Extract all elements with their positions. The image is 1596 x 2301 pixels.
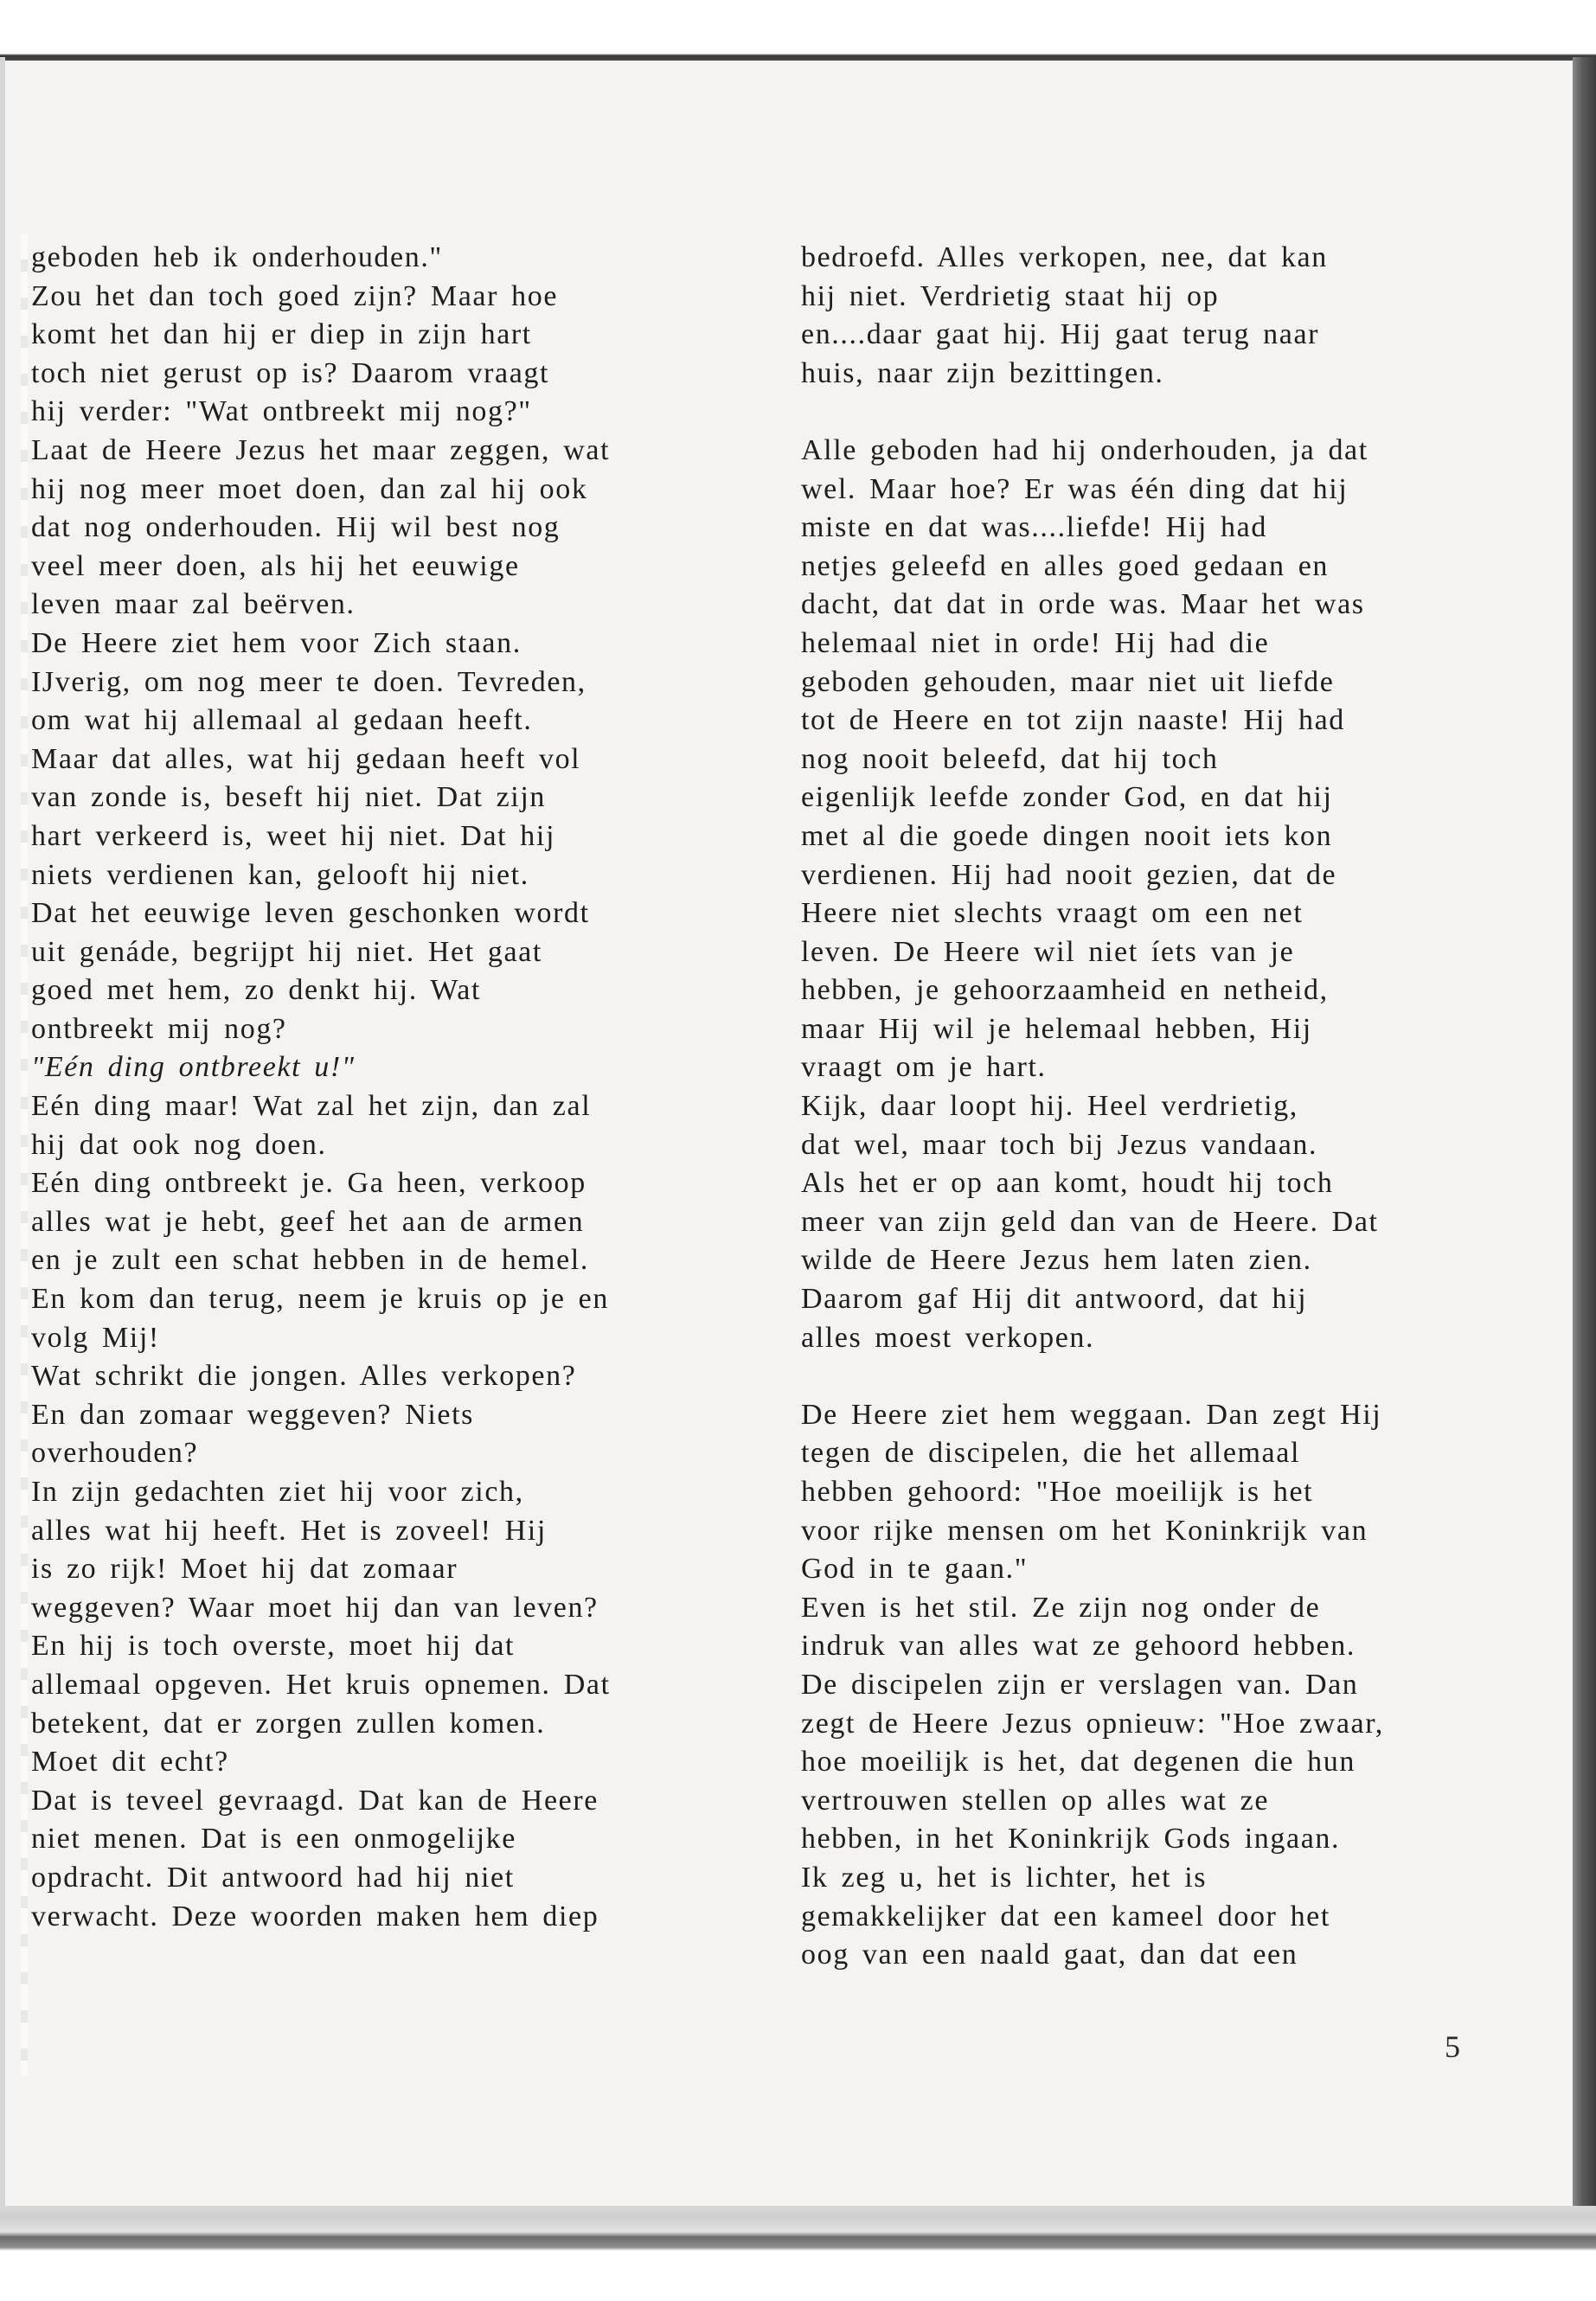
text-line: oog van een naald gaat, dan dat een bbox=[801, 1939, 1298, 1971]
text-line: volg Mij! bbox=[31, 1321, 160, 1354]
text-line: gemakkelijker dat een kameel door het bbox=[801, 1900, 1330, 1932]
text-line: In zijn gedachten ziet hij voor zich, bbox=[31, 1476, 524, 1508]
text-line: hebben, je gehoorzaamheid en netheid, bbox=[801, 974, 1329, 1007]
text-line: Als het er op aan komt, houdt hij toch bbox=[801, 1167, 1334, 1200]
text-line: hij verder: "Wat ontbreekt mij nog?" bbox=[31, 395, 532, 428]
text-line: niet menen. Dat is een onmogelijke bbox=[31, 1823, 516, 1856]
text-line: weggeven? Waar moet hij dan van leven? bbox=[31, 1591, 599, 1624]
text-line: helemaal niet in orde! Hij had die bbox=[801, 626, 1270, 659]
text-line: verwacht. Deze woorden maken hem diep bbox=[31, 1900, 599, 1932]
text-line: geboden gehouden, maar niet uit liefde bbox=[801, 665, 1335, 698]
text-line: huis, naar zijn bezittingen. bbox=[801, 356, 1164, 389]
left-text-column bbox=[31, 239, 784, 1936]
text-line: tegen de discipelen, die het allemaal bbox=[801, 1437, 1300, 1470]
text-line: allemaal opgeven. Het kruis opnemen. Dat bbox=[31, 1668, 611, 1701]
text-line: Heere niet slechts vraagt om een net bbox=[801, 897, 1304, 930]
text-line: nog nooit beleefd, dat hij toch bbox=[801, 742, 1219, 775]
text-line: Even is het stil. Ze zijn nog onder de bbox=[801, 1591, 1321, 1624]
text-line: netjes geleefd en alles goed gedaan en bbox=[801, 549, 1329, 582]
text-line: God in te gaan." bbox=[801, 1553, 1029, 1586]
text-line: wel. Maar hoe? Er was één ding dat hij bbox=[801, 472, 1349, 505]
scan-frame-bottom bbox=[0, 2206, 1596, 2301]
paragraph-gap bbox=[801, 1357, 1523, 1396]
text-line: hart verkeerd is, weet hij niet. Dat hij bbox=[31, 819, 555, 852]
binding-edge bbox=[21, 234, 28, 2076]
text-line: van zonde is, beseft hij niet. Dat zijn bbox=[31, 781, 546, 814]
right-text-column bbox=[801, 239, 1523, 1975]
text-line: Kijk, daar loopt hij. Heel verdrietig, bbox=[801, 1090, 1298, 1123]
text-line: hij dat ook nog doen. bbox=[31, 1128, 327, 1161]
text-line: bedroefd. Alles verkopen, nee, dat kan bbox=[801, 241, 1328, 273]
text-line: De Heere ziet hem voor Zich staan. bbox=[31, 626, 522, 659]
text-line: betekent, dat er zorgen zullen komen. bbox=[31, 1707, 546, 1740]
text-line: "Eén ding ontbreekt u!" bbox=[31, 1051, 356, 1084]
text-line: overhouden? bbox=[31, 1437, 199, 1470]
text-line: IJverig, om nog meer te doen. Tevreden, bbox=[31, 665, 586, 698]
text-line: Alle geboden had hij onderhouden, ja dat bbox=[801, 433, 1368, 466]
text-line: Dat het eeuwige leven geschonken wordt bbox=[31, 897, 590, 930]
text-line: tot de Heere en tot zijn naaste! Hij had bbox=[801, 704, 1345, 737]
text-line: dat wel, maar toch bij Jezus vandaan. bbox=[801, 1128, 1318, 1161]
text-line: De Heere ziet hem weggaan. Dan zegt Hij bbox=[801, 1398, 1382, 1431]
text-line: Eén ding maar! Wat zal het zijn, dan zal bbox=[31, 1090, 592, 1123]
text-line: zegt de Heere Jezus opnieuw: "Hoe zwaar, bbox=[801, 1707, 1384, 1740]
text-line: niets verdienen kan, gelooft hij niet. bbox=[31, 858, 529, 891]
text-line: en je zult een schat hebben in de hemel. bbox=[31, 1244, 589, 1277]
text-line: leven. De Heere wil niet íets van je bbox=[801, 935, 1295, 968]
text-line: met al die goede dingen nooit iets kon bbox=[801, 819, 1333, 852]
paragraph-gap bbox=[801, 393, 1523, 432]
text-line: meer van zijn geld dan van de Heere. Dat bbox=[801, 1205, 1379, 1238]
text-line: maar Hij wil je helemaal hebben, Hij bbox=[801, 1012, 1312, 1045]
book-page bbox=[5, 61, 1573, 2208]
text-line: wilde de Heere Jezus hem laten zien. bbox=[801, 1244, 1312, 1277]
text-line: eigenlijk leefde zonder God, en dat hij bbox=[801, 781, 1333, 814]
text-line: Ik zeg u, het is lichter, het is bbox=[801, 1861, 1208, 1894]
text-line: dat nog onderhouden. Hij wil best nog bbox=[31, 511, 561, 544]
text-line: uit genáde, begrijpt hij niet. Het gaat bbox=[31, 935, 542, 968]
text-line: En dan zomaar weggeven? Niets bbox=[31, 1398, 474, 1431]
text-line: komt het dan hij er diep in zijn hart bbox=[31, 318, 532, 351]
text-line: Wat schrikt die jongen. Alles verkopen? bbox=[31, 1360, 577, 1393]
text-line: hij nog meer moet doen, dan zal hij ook bbox=[31, 472, 588, 505]
text-line: veel meer doen, als hij het eeuwige bbox=[31, 549, 520, 582]
text-line: geboden heb ik onderhouden." bbox=[31, 241, 443, 273]
text-line: De discipelen zijn er verslagen van. Dan bbox=[801, 1668, 1359, 1701]
text-line: vertrouwen stellen op alles wat ze bbox=[801, 1784, 1270, 1817]
text-line: En hij is toch overste, moet hij dat bbox=[31, 1630, 516, 1663]
text-line: is zo rijk! Moet hij dat zomaar bbox=[31, 1553, 458, 1586]
text-line: toch niet gerust op is? Daarom vraagt bbox=[31, 356, 550, 389]
text-line: opdracht. Dit antwoord had hij niet bbox=[31, 1861, 515, 1894]
text-line: En kom dan terug, neem je kruis op je en bbox=[31, 1283, 609, 1316]
text-line: ontbreekt mij nog? bbox=[31, 1012, 287, 1045]
text-line: alles moest verkopen. bbox=[801, 1321, 1095, 1354]
text-line: vraagt om je hart. bbox=[801, 1051, 1047, 1084]
text-line: dacht, dat dat in orde was. Maar het was bbox=[801, 588, 1365, 621]
scan-frame-right bbox=[1573, 57, 1596, 2246]
text-line: indruk van alles wat ze gehoord hebben. bbox=[801, 1630, 1356, 1663]
text-line: goed met hem, zo denkt hij. Wat bbox=[31, 974, 482, 1007]
text-line: Moet dit echt? bbox=[31, 1746, 229, 1779]
text-line: miste en dat was....liefde! Hij had bbox=[801, 511, 1267, 544]
text-line: Daarom gaf Hij dit antwoord, dat hij bbox=[801, 1283, 1308, 1316]
text-line: leven maar zal beërven. bbox=[31, 588, 356, 621]
text-line: Eén ding ontbreekt je. Ga heen, verkoop bbox=[31, 1167, 586, 1200]
scan-frame-top bbox=[0, 0, 1596, 62]
text-line: alles wat hij heeft. Het is zoveel! Hij bbox=[31, 1514, 547, 1547]
text-line: verdienen. Hij had nooit gezien, dat de bbox=[801, 858, 1337, 891]
text-line: Maar dat alles, wat hij gedaan heeft vol bbox=[31, 742, 581, 775]
text-line: voor rijke mensen om het Koninkrijk van bbox=[801, 1514, 1368, 1547]
text-line: hebben gehoord: "Hoe moeilijk is het bbox=[801, 1476, 1314, 1508]
page-number: 5 bbox=[1445, 2029, 1461, 2064]
text-line: Dat is teveel gevraagd. Dat kan de Heere bbox=[31, 1784, 599, 1817]
text-line: Zou het dan toch goed zijn? Maar hoe bbox=[31, 279, 559, 312]
text-line: en....daar gaat hij. Hij gaat terug naar bbox=[801, 318, 1320, 351]
text-line: om wat hij allemaal al gedaan heeft. bbox=[31, 704, 533, 737]
text-line: hij niet. Verdrietig staat hij op bbox=[801, 279, 1220, 312]
text-line: Laat de Heere Jezus het maar zeggen, wat bbox=[31, 433, 611, 466]
text-line: hebben, in het Koninkrijk Gods ingaan. bbox=[801, 1823, 1341, 1856]
text-line: hoe moeilijk is het, dat degenen die hun bbox=[801, 1746, 1356, 1779]
text-line: alles wat je hebt, geef het aan de armen bbox=[31, 1205, 585, 1238]
